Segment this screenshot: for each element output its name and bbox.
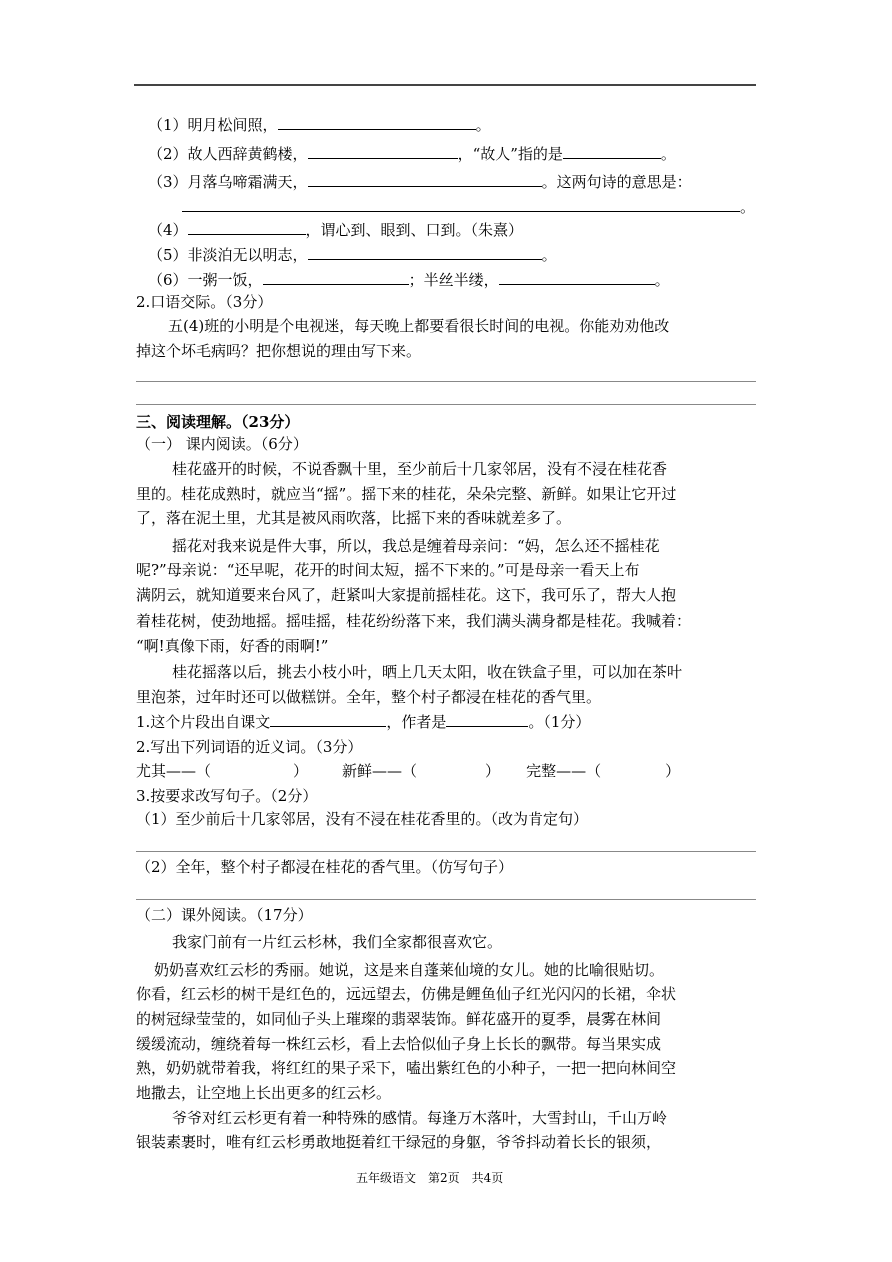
passage-line: 满阴云，就知道要来台风了，赶紧叫大家提前摇桂花。这下，我可乐了，帮大人抱 xyxy=(136,586,677,604)
poem-item-4: （4） ，谓心到、眼到、口到。（朱熹） xyxy=(148,221,524,239)
passage-line: “啊!真像下雨，好香的雨啊!” xyxy=(136,637,329,655)
passage-line: 了，落在泥土里，尤其是被风雨吹落，比摇下来的香味就差多了。 xyxy=(136,509,572,527)
poem-item-3: （3）月落乌啼霜满天， 。这两句诗的意思是： xyxy=(148,173,692,191)
passage-line: 桂花盛开的时候，不说香飘十里，至少前后十几家邻居，没有不浸在桂花香 xyxy=(172,460,668,478)
passage-line: 呢?”母亲说：“还早呢，花开的时间太短，摇不下来的。”可是母亲一看天上布 xyxy=(136,561,640,579)
passage-line: 熟，奶奶就带着我，将红红的果子采下，嗑出紫红色的小种子，一把一把向林间空 xyxy=(136,1059,677,1077)
answer-blank[interactable] xyxy=(499,269,655,285)
answer-blank[interactable] xyxy=(446,711,528,727)
header-rule xyxy=(134,84,756,86)
answer-blank[interactable] xyxy=(188,219,306,235)
poem-item-3-continued: 。 xyxy=(182,196,755,217)
passage-line: 地撒去，让空地上长出更多的红云杉。 xyxy=(136,1084,392,1102)
passage-line: 里的。桂花成熟时，就应当“摇”。摇下来的桂花，朵朵完整、新鲜。如果让它开过 xyxy=(136,485,677,503)
answer-line[interactable] xyxy=(136,381,756,382)
answer-blank[interactable] xyxy=(563,143,661,159)
answer-line[interactable] xyxy=(136,851,756,852)
poem-item-2: （2）故人西辞黄鹤楼， ，“故人”指的是 。 xyxy=(148,145,676,163)
answer-blank[interactable] xyxy=(308,171,542,187)
passage-line: 里泡茶，过年时还可以做糕饼。全年，整个村子都浸在桂花的香气里。 xyxy=(136,688,602,706)
answer-blank[interactable] xyxy=(308,143,458,159)
part-title: （一） 课内阅读。（6分） xyxy=(136,435,308,453)
page-footer: 五年级语文 第2页 共4页 xyxy=(356,1171,504,1185)
answer-blank[interactable] xyxy=(308,244,542,260)
question-3-sentence: （1）至少前后十几家邻居，没有不浸在桂花香里的。（改为肯定句） xyxy=(136,810,589,828)
answer-line[interactable] xyxy=(136,404,756,405)
poem-item-5: （5）非淡泊无以明志， 。 xyxy=(148,246,557,264)
passage-line: 缓缓流动，缠绕着每一株红云杉，看上去恰似仙子身上长长的飘带。每当果实成 xyxy=(136,1035,662,1053)
oral-prompt-line: 五(4)班的小明是个电视迷，每天晚上都要看很长时间的电视。你能劝劝他改 xyxy=(168,317,670,335)
part-title: （二）课外阅读。（17分） xyxy=(136,906,313,924)
answer-blank[interactable] xyxy=(278,114,476,130)
oral-prompt-line: 掉这个坏毛病吗？把你想说的理由写下来。 xyxy=(136,342,422,360)
section-title: 三、阅读理解。（23分） xyxy=(136,413,300,431)
question-2-words: 尤其——（ ） 新鲜——（ ） 完整——（ ） xyxy=(136,762,681,780)
question-1: 1.这个片段出自课文 ，作者是 。（1分） xyxy=(136,713,591,731)
answer-blank[interactable] xyxy=(263,269,409,285)
passage-line: 银装素裹时，唯有红云杉勇敢地挺着红干绿冠的身躯，爷爷抖动着长长的银须， xyxy=(136,1133,662,1151)
question-2-title: 2.写出下列词语的近义词。（3分） xyxy=(136,738,363,756)
question-3-sentence: （2）全年，整个村子都浸在桂花的香气里。（仿写句子） xyxy=(136,858,514,876)
poem-item-6: （6）一粥一饭， ；半丝半缕， 。 xyxy=(148,271,670,289)
passage-line: 着桂花树，使劲地摇。摇哇摇，桂花纷纷落下来，我们满头满身都是桂花。我喊着： xyxy=(136,612,692,630)
passage-line: 摇花对我来说是件大事，所以，我总是缠着母亲问：“妈，怎么还不摇桂花 xyxy=(172,537,660,555)
passage-line: 我家门前有一片红云杉林，我们全家都很喜欢它。 xyxy=(172,933,503,951)
poem-item-1: （1）明月松间照， 。 xyxy=(148,116,491,134)
answer-line[interactable] xyxy=(136,899,756,900)
oral-title: 2.口语交际。（3分） xyxy=(136,293,273,311)
answer-blank[interactable] xyxy=(182,196,740,212)
passage-line: 奶奶喜欢红云杉的秀丽。她说，这是来自蓬莱仙境的女儿。她的比喻很贴切。 xyxy=(154,961,665,979)
passage-line: 桂花摇落以后，挑去小枝小叶，晒上几天太阳，收在铁盒子里，可以加在茶叶 xyxy=(172,663,683,681)
passage-line: 的树冠绿莹莹的，如同仙子头上璀璨的翡翠装饰。鲜花盛开的夏季，晨雾在林间 xyxy=(136,1010,662,1028)
passage-line: 你看，红云杉的树干是红色的，远远望去，仿佛是鲤鱼仙子红光闪闪的长裙，伞状 xyxy=(136,985,677,1003)
question-3-title: 3.按要求改写句子。（2分） xyxy=(136,787,318,805)
answer-blank[interactable] xyxy=(270,711,386,727)
passage-line: 爷爷对红云杉更有着一种特殊的感情。每逢万木落叶，大雪封山，千山万岭 xyxy=(172,1109,668,1127)
